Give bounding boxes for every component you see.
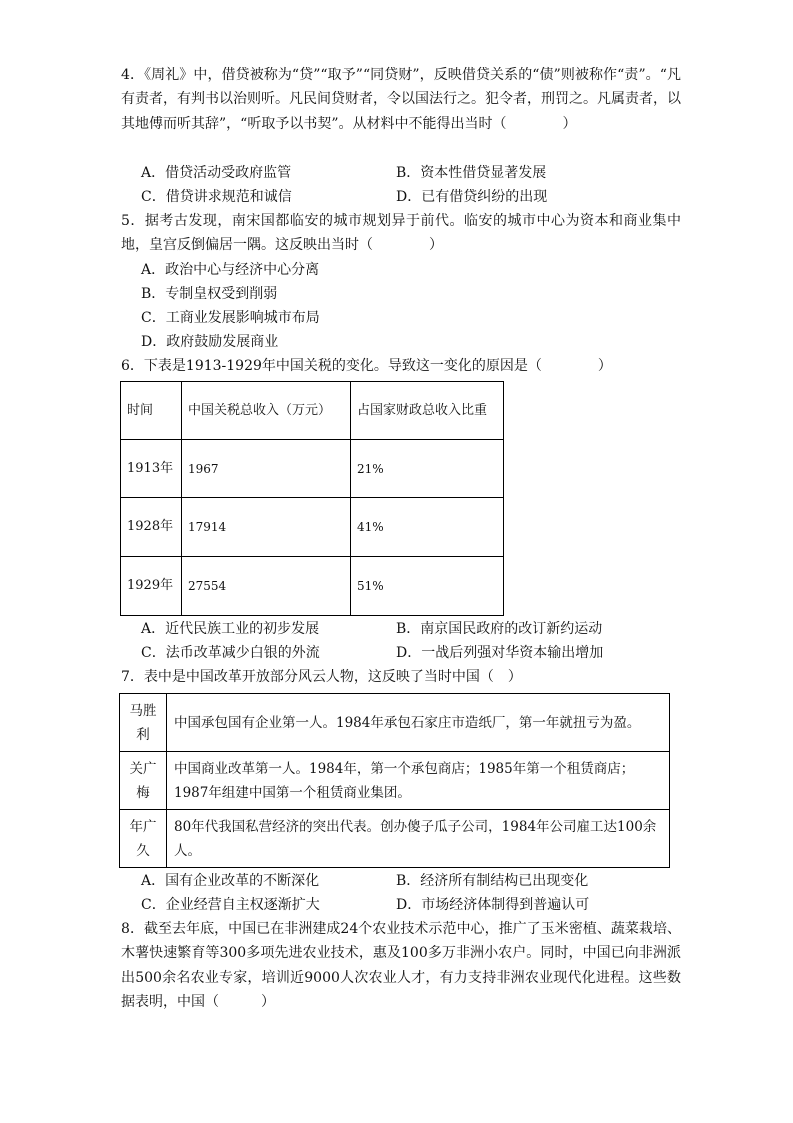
reform-figure-name: 马胜利 [120,694,167,752]
reform-figures-table [119,693,670,868]
tariff-share: 21% [351,440,504,498]
tariff-year: 1929年 [121,557,182,616]
reform-figure-row [120,752,670,810]
tariff-table [120,381,504,616]
question-4-option-b: B．资本性借贷显著发展 [396,165,547,181]
question-6-option-d: D．一战后列强对华资本输出增加 [396,645,604,661]
question-7-stem: 7．表中是中国改革开放部分风云人物，这反映了当时中国（ ） [121,669,522,685]
question-5-option-a: A．政治中心与经济中心分离 [141,262,320,278]
tariff-revenue: 17914 [182,498,351,557]
question-5-option-d: D．政府鼓励发展商业 [141,334,279,350]
question-5-option-c: C．工商业发展影响城市布局 [141,310,320,326]
reform-figure-name: 年广久 [120,810,167,868]
tariff-table-row [121,440,504,498]
tariff-table-row [121,557,504,616]
question-7-option-d: D．市场经济体制得到普遍认可 [396,897,590,913]
reform-figure-row [120,694,670,752]
question-6-option-b: B．南京国民政府的改订新约运动 [396,621,603,637]
reform-figure-description: 中国商业改革第一人。1984年，第一个承包商店；1985年第一个租赁商店；1987年组建中国第一个租赁商业集团。 [167,752,670,810]
question-4-option-c: C．借贷讲求规范和诚信 [141,189,292,205]
question-7-option-c: C．企业经营自主权逐渐扩大 [141,897,320,913]
tariff-table-header-row [121,382,504,440]
question-5-option-b: B．专制皇权受到削弱 [141,286,278,302]
tariff-share: 41% [351,498,504,557]
question-7-option-a: A．国有企业改革的不断深化 [141,873,320,889]
question-8-stem: 8．截至去年底，中国已在非洲建成24个农业技术示范中心，推广了玉米密植、蔬菜栽培、木薯快速繁育等300多项先进农业技术，惠及100多万非洲小农户。同时，中国已向非洲派出500余名农业专家，培训近9000人次农业人才，有力支持非洲农业现代化进程。这些数据表明，中国（ ） [121,921,681,1010]
tariff-revenue: 27554 [182,557,351,616]
question-6-option-c: C．法币改革减少白银的外流 [141,645,320,661]
tariff-year: 1913年 [121,440,182,498]
question-6-option-a: A．近代民族工业的初步发展 [141,621,320,637]
reform-figure-name: 关广梅 [120,752,167,810]
tariff-year: 1928年 [121,498,182,557]
question-5-stem: 5．据考古发现，南宋国都临安的城市规划异于前代。临安的城市中心为资本和商业集中地，皇宫反倒偏居一隅。这反映出当时（ ） [121,213,681,254]
question-7-option-b: B．经济所有制结构已出现变化 [396,873,589,889]
question-6-stem: 6．下表是1913-1929年中国关税的变化。导致这一变化的原因是（ ） [121,358,612,374]
tariff-header-time: 时间 [121,382,182,440]
question-4-stem: 4．《周礼》中，借贷被称为“贷”“取予”“同贷财”，反映借贷关系的“债”则被称作“责”。“凡有责者，有判书以治则听。凡民间贷财者，令以国法行之。犯令者，刑罚之。凡属责者，以其地傅而听其辞”，“听取予以书契”。从材料中不能得出当时（ ） [121,67,681,132]
question-4-option-a: A．借贷活动受政府监管 [141,165,292,181]
tariff-table-row [121,498,504,557]
tariff-header-revenue: 中国关税总收入（万元） [182,382,351,440]
tariff-header-share: 占国家财政总收入比重 [351,382,504,440]
reform-figure-description: 中国承包国有企业第一人。1984年承包石家庄市造纸厂，第一年就扭亏为盈。 [167,694,670,752]
question-4-option-d: D．已有借贷纠纷的出现 [396,189,548,205]
tariff-revenue: 1967 [182,440,351,498]
reform-figure-description: 80年代我国私营经济的突出代表。创办傻子瓜子公司，1984年公司雇工达100余人。 [167,810,670,868]
reform-figure-row [120,810,670,868]
tariff-share: 51% [351,557,504,616]
